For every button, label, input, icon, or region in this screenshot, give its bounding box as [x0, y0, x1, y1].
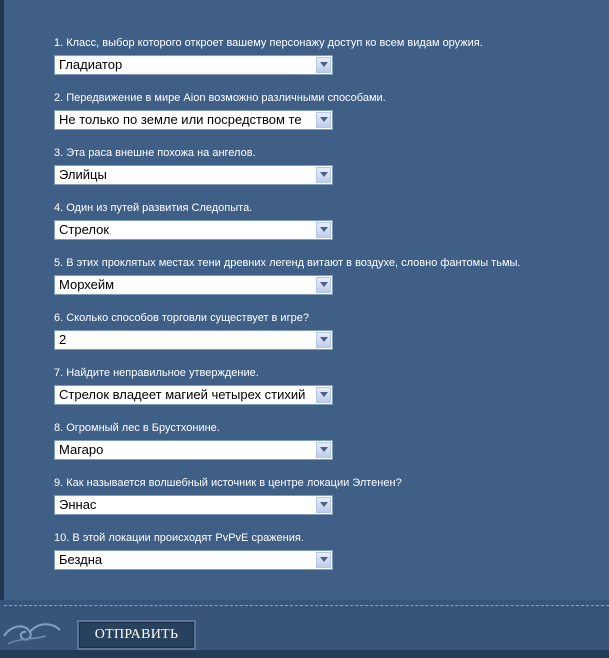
question-7-selected-value: Стрелок владеет магией четырех стихий — [59, 387, 306, 402]
question-4-selected-value: Стрелок — [59, 222, 110, 237]
question-6-select[interactable] — [54, 330, 333, 350]
question-4-select[interactable] — [54, 220, 333, 240]
question-10-select[interactable] — [54, 550, 333, 570]
chevron-down-icon[interactable] — [316, 387, 331, 403]
chevron-down-icon[interactable] — [316, 222, 331, 238]
question-3-select[interactable] — [54, 165, 333, 185]
question-4-label: 4. Один из путей развития Следопыта. — [54, 202, 253, 214]
question-5-select[interactable] — [54, 275, 333, 295]
divider — [4, 605, 609, 606]
left-border — [0, 0, 4, 600]
question-10-selected-value: Бездна — [59, 552, 103, 567]
question-10-label: 10. В этой локации происходят PvPvE сражения. — [54, 532, 304, 544]
question-2-label: 2. Передвижение в мире Aion возможно различными способами. — [54, 92, 386, 104]
question-1-select[interactable] — [54, 55, 333, 75]
question-9-selected-value: Эннас — [59, 497, 97, 512]
question-8-selected-value: Магаро — [59, 442, 104, 457]
question-7-select[interactable] — [54, 385, 333, 405]
flourish-icon — [2, 614, 66, 650]
chevron-down-icon[interactable] — [316, 442, 331, 458]
chevron-down-icon[interactable] — [316, 112, 331, 128]
question-1-selected-value: Гладиатор — [59, 57, 123, 72]
question-9-select[interactable] — [54, 495, 333, 515]
chevron-down-icon[interactable] — [316, 57, 331, 73]
question-8-select[interactable] — [54, 440, 333, 460]
question-1-label: 1. Класс, выбор которого откроет вашему персонажу доступ ко всем видам оружия. — [54, 37, 483, 49]
chevron-down-icon[interactable] — [316, 332, 331, 348]
submit-button[interactable]: ОТПРАВИТЬ — [77, 620, 196, 650]
question-7-label: 7. Найдите неправильное утверждение. — [54, 367, 259, 379]
question-5-label: 5. В этих проклятых местах тени древних легенд витают в воздухе, словно фантомы тьмы. — [54, 257, 521, 269]
question-2-select[interactable] — [54, 110, 333, 130]
question-2-selected-value: Не только по земле или посредством те — [59, 112, 302, 127]
chevron-down-icon[interactable] — [316, 552, 331, 568]
question-8-label: 8. Огромный лес в Брустхонине. — [54, 422, 220, 434]
footer-shadow — [0, 650, 609, 658]
question-6-label: 6. Сколько способов торговли существует в игре? — [54, 312, 309, 324]
question-6-selected-value: 2 — [59, 332, 67, 347]
question-9-label: 9. Как называется волшебный источник в центре локации Элтенен? — [54, 477, 402, 489]
question-3-label: 3. Эта раса внешне похожа на ангелов. — [54, 147, 256, 159]
chevron-down-icon[interactable] — [316, 167, 331, 183]
question-5-selected-value: Морхейм — [59, 277, 115, 292]
question-3-selected-value: Элийцы — [59, 167, 107, 182]
chevron-down-icon[interactable] — [316, 497, 331, 513]
chevron-down-icon[interactable] — [316, 277, 331, 293]
